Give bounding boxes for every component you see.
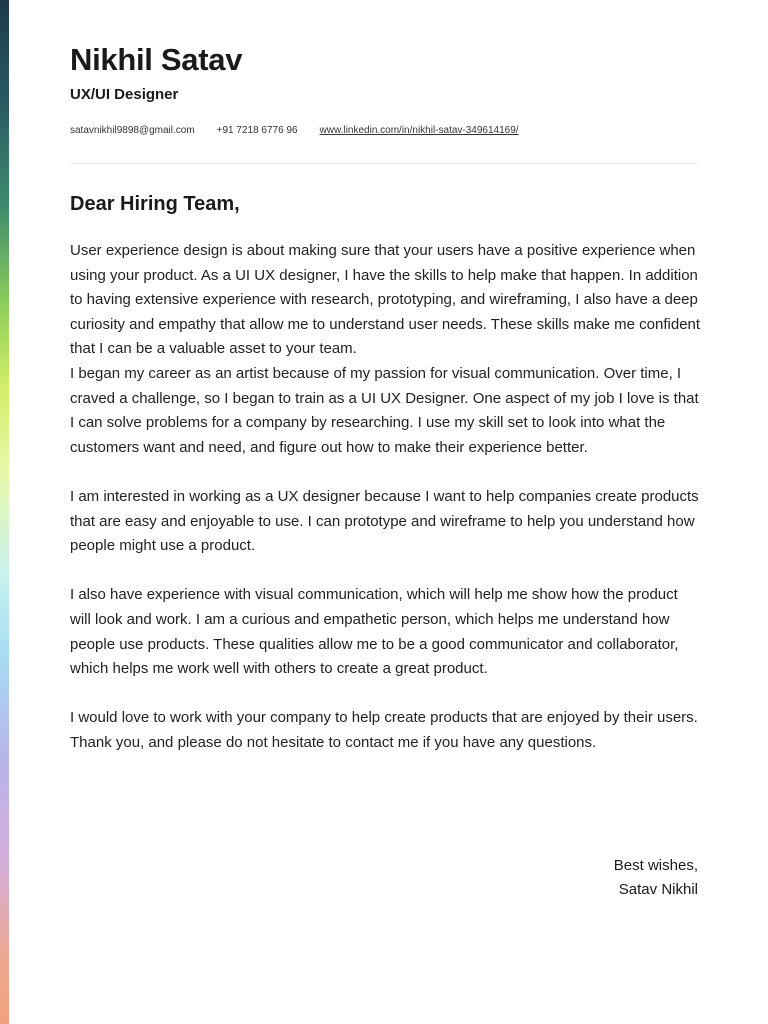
paragraph: I would love to work with your company to help create products that are enjoyed by their users. Thank you, and please do not hesitate to contact me if you have any questions.	[70, 709, 698, 751]
signature-name: Satav Nikhil	[618, 881, 698, 898]
closing-text: Best wishes,	[613, 857, 698, 874]
applicant-name: Nikhil Satav	[70, 42, 243, 77]
contact-info	[70, 125, 519, 136]
header-divider	[70, 163, 698, 164]
linkedin-link[interactable]: www.linkedin.com/in/nikhil-satav-349614169/	[319, 125, 519, 136]
paragraph: I am interested in working as a UX designer because I want to help companies create products that are easy and enjoyable to use. I can prototype and wireframe to help you understand how people might use a product.	[70, 487, 699, 555]
job-title: UX/UI Designer	[70, 86, 179, 103]
accent-gradient-strip	[0, 0, 9, 1024]
letter-body	[70, 239, 702, 755]
paragraph: I began my career as an artist because of my passion for visual communication. Over time, I craved a challenge, so I began to train as a UI UX Designer. One aspect of my job I love is that I can solve problems for a company by researching. I use my skill set to look into what the customers want and need, and figure out how to make their experience better.	[70, 364, 699, 456]
email-text: satavnikhil9898@gmail.com	[70, 125, 195, 136]
paragraph: User experience design is about making sure that your users have a positive experience when using your product. As a UI UX designer, I have the skills to help make that happen. In addition to having extensive experience with research, prototyping, and wireframing, I also have a deep curiosity and empathy that allow me to understand user needs. These skills make me confident that I can be a valuable asset to your team.	[70, 242, 701, 358]
phone-text: +91 7218 6776 96	[216, 125, 298, 136]
paragraph: I also have experience with visual communication, which will help me show how the product will look and work. I am a curious and empathetic person, which helps me understand how people use products. These qualities allow me to be a good communicator and collaborator, which helps me work well with others to create a great product.	[70, 586, 679, 678]
signoff	[614, 854, 698, 902]
greeting: Dear Hiring Team,	[70, 193, 240, 215]
